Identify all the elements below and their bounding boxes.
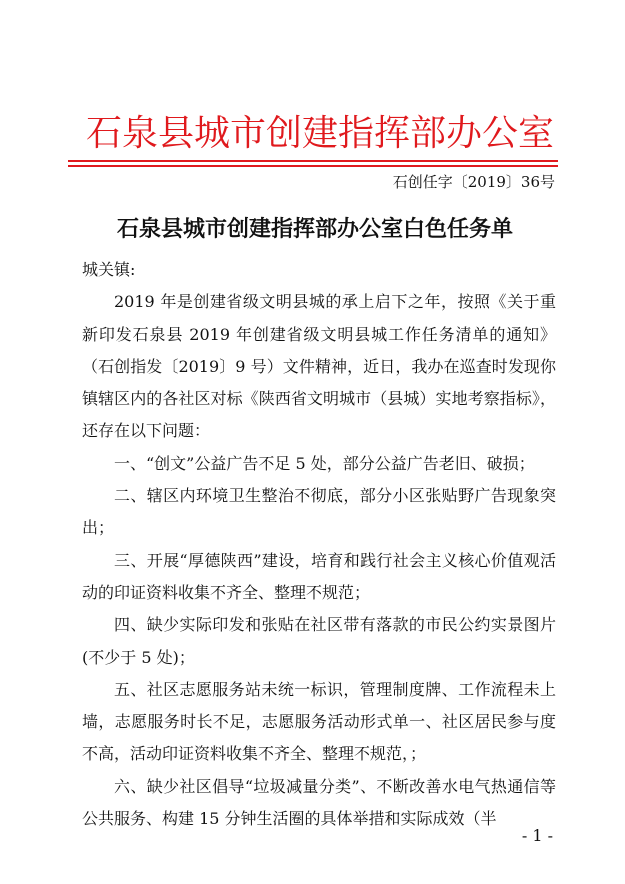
document-number: 石创任字〔2019〕36号 xyxy=(392,173,555,191)
org-header-title: 石泉县城市创建指挥部办公室 xyxy=(85,113,554,154)
paragraph: 二、辖区内环境卫生整治不彻底，部分小区张贴野广告现象突出； xyxy=(82,486,556,538)
document-title: 石泉县城市创建指挥部办公室白色任务单 xyxy=(116,216,513,242)
header-divider xyxy=(68,160,558,162)
paragraph: 2019 年是创建省级文明县城的承上启下之年，按照《关于重新印发石泉县 2019 年创建省级文明县城工作任务清单的通知》（石创指发〔2019〕9 号）文件精神，近日，我办在巡查时发现你镇辖区内的各社区对标《陕西省文明城市（县城）实地考察指标》，还存在以下问题： xyxy=(82,292,556,441)
paragraph: 五、社区志愿服务站未统一标识，管理制度牌、工作流程未上墙，志愿服务时长不足，志愿服务活动形式单一、社区居民参与度不高，活动印证资料收集不齐全、整理不规范，； xyxy=(82,679,556,764)
header-divider-secondary xyxy=(68,165,558,167)
recipient-line: 城关镇: xyxy=(82,260,136,279)
document-body xyxy=(82,254,556,835)
paragraph: 三、开展“厚德陕西”建设，培育和践行社会主义核心价值观活动的印证资料收集不齐全、整理不规范； xyxy=(82,550,556,602)
page-number: - 1 - xyxy=(521,826,553,845)
paragraph: 六、缺少社区倡导“垃圾减量分类”、不断改善水电气热通信等公共服务、构建 15 分钟生活圈的具体举措和实际成效（半 xyxy=(82,776,556,829)
paragraph: 四、缺少实际印发和张贴在社区带有落款的市民公约实景图片(不少于 5 处)； xyxy=(82,615,556,667)
paragraph: 一、“创文”公益广告不足 5 处，部分公益广告老旧、破损； xyxy=(114,453,535,473)
